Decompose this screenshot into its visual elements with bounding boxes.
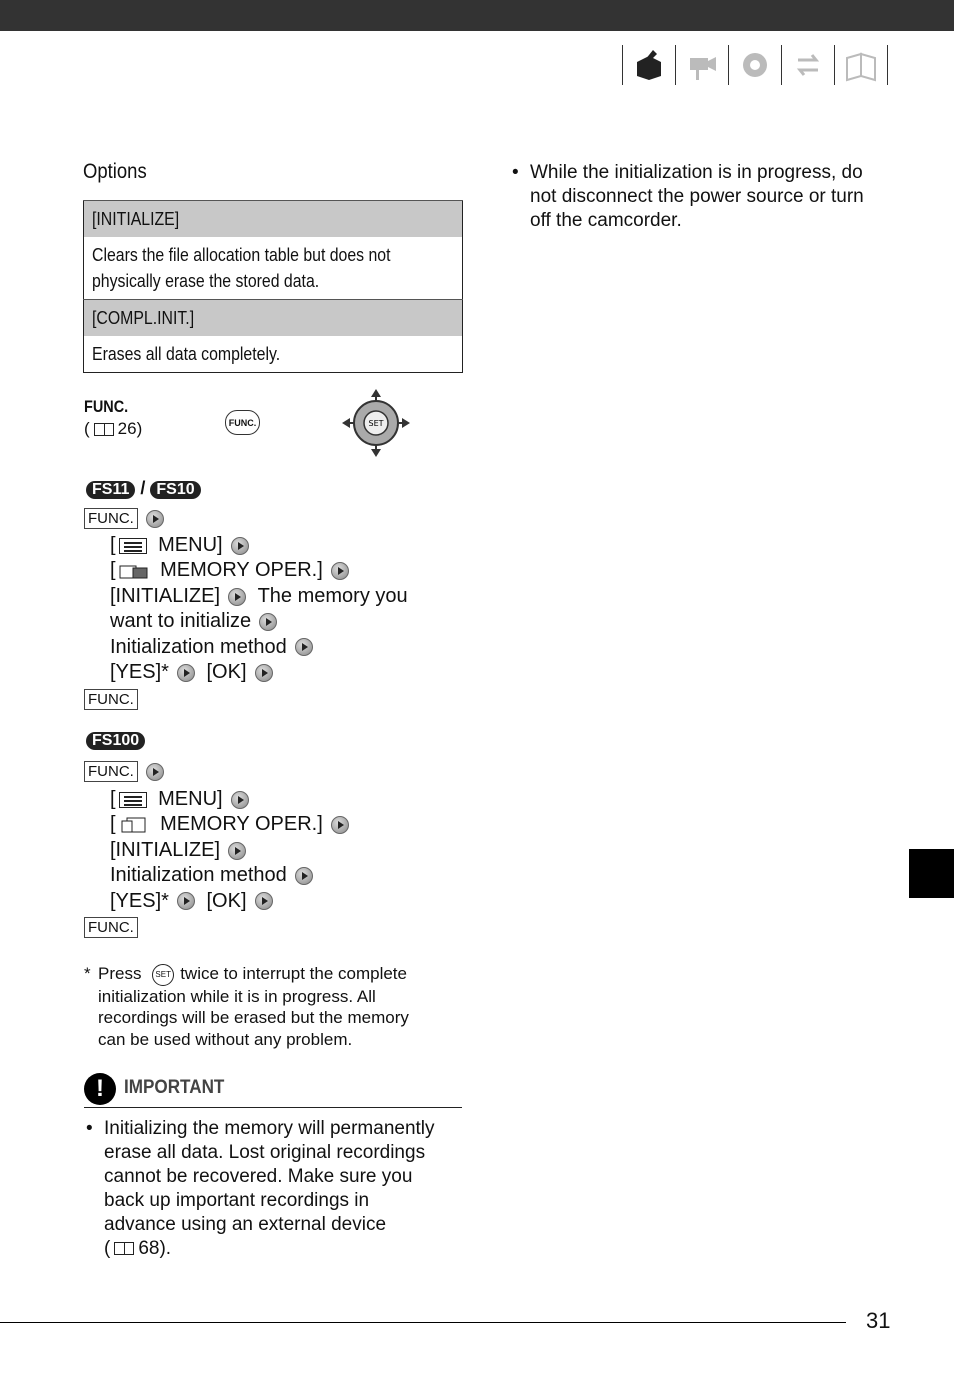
options-table: [83, 200, 463, 373]
arrow-icon: [228, 842, 246, 860]
func-ref-page: 26): [117, 419, 143, 438]
func-box: FUNC.: [84, 689, 138, 710]
step-line: [110, 635, 408, 660]
func-step-start: [84, 508, 164, 529]
memory-icon: [119, 817, 149, 833]
footer-rule: [0, 1322, 846, 1323]
option-desc: physically erase the stored data.: [92, 271, 320, 291]
important-bullet: [86, 1117, 466, 1261]
func-page-ref: [84, 419, 142, 439]
model-badges-b: [86, 732, 145, 750]
bullet-dot: •: [86, 1118, 93, 1139]
page-number: 31: [866, 1308, 891, 1333]
bullet-line: Initializing the memory will permanently: [104, 1118, 435, 1139]
step-text: MEMORY OPER.]: [154, 813, 323, 836]
options-row-desc: [84, 336, 463, 373]
step-text: [OK]: [206, 889, 247, 912]
model-badge: FS100: [86, 732, 145, 750]
arrow-icon: [231, 791, 249, 809]
step-text: MENU]: [152, 788, 223, 810]
menu-icon: [119, 792, 147, 808]
step-text: [INITIALIZE]: [110, 838, 221, 861]
top-bar: [0, 0, 954, 31]
footnote-line: [98, 963, 464, 986]
important-header: [84, 1073, 462, 1108]
arrow-icon: [331, 816, 349, 834]
ref-open: (: [104, 1238, 111, 1259]
memory-card-icon: [119, 563, 149, 579]
step-line: [110, 863, 349, 888]
steps-a: [110, 533, 408, 685]
menu-icon: [119, 538, 147, 554]
func-step-start: [84, 761, 164, 782]
func-box: FUNC.: [84, 508, 138, 529]
arrow-icon: [259, 613, 277, 631]
arrow-icon: [255, 664, 273, 682]
arrow-icon: [177, 664, 195, 682]
step-text: [: [110, 534, 116, 556]
arrow-icon: [146, 763, 164, 781]
footnote-star: *: [84, 964, 91, 983]
step-text: [YES]*: [110, 661, 169, 684]
func-ref-open: (: [84, 419, 90, 438]
footnote-line: can be used without any problem.: [98, 1029, 353, 1049]
step-text: [YES]*: [110, 889, 169, 912]
step-line: [110, 838, 349, 863]
model-badges-a: [86, 478, 201, 499]
option-desc: Erases all data completely.: [92, 344, 281, 364]
option-name: [INITIALIZE]: [92, 209, 180, 229]
func-button-illustration: FUNC.: [225, 410, 260, 435]
footnote-line: initialization while it is in progress. All: [98, 986, 376, 1006]
arrow-icon: [295, 638, 313, 656]
step-text: [: [110, 559, 116, 582]
step-text: Initialization method: [110, 864, 287, 887]
set-button-icon: SET: [152, 964, 174, 986]
book-icon: [834, 45, 888, 85]
book-ref-icon: [94, 423, 114, 436]
model-separator: /: [140, 478, 146, 498]
bullet-line: advance using an external device: [104, 1214, 387, 1235]
option-name: [COMPL.INIT.]: [92, 308, 195, 328]
camcorder-basics-icon: [622, 45, 675, 85]
model-badge: FS10: [150, 481, 200, 499]
func-step-end: [84, 689, 138, 710]
video-camera-icon: [675, 45, 728, 85]
ref-page: 68).: [138, 1238, 172, 1259]
footnote-text: twice to interrupt the complete: [180, 964, 407, 983]
arrow-icon: [177, 892, 195, 910]
step-text: [: [110, 813, 116, 836]
step-text: The memory you: [257, 584, 408, 607]
step-text: want to initialize: [110, 610, 252, 633]
bullet-line: not disconnect the power source or turn: [530, 186, 864, 207]
step-line: [110, 787, 349, 812]
joystick-icon: [340, 387, 412, 459]
bullet-dot: •: [512, 162, 519, 183]
arrow-icon: [146, 510, 164, 528]
footnote: [84, 963, 464, 1050]
arrow-icon: [295, 867, 313, 885]
book-ref-icon: [114, 1242, 134, 1255]
bullet-line: off the camcorder.: [530, 210, 682, 231]
bullet-line: cannot be recovered. Make sure you: [104, 1166, 413, 1187]
arrow-icon: [331, 562, 349, 580]
photo-icon: [728, 45, 781, 85]
func-box: FUNC.: [84, 917, 138, 938]
step-text: [OK]: [206, 661, 247, 684]
transfer-icon: [781, 45, 834, 85]
options-row-head: [84, 201, 463, 238]
svg-text:SET: SET: [368, 419, 384, 428]
step-text: MENU]: [152, 534, 223, 556]
step-line: [110, 584, 408, 609]
bullet-line: back up important recordings in: [104, 1190, 370, 1211]
options-row-desc: [84, 237, 463, 300]
step-text: Initialization method: [110, 635, 287, 658]
important-title: IMPORTANT: [124, 1077, 225, 1098]
step-text: [INITIALIZE]: [110, 584, 221, 607]
func-box: FUNC.: [84, 761, 138, 782]
arrow-icon: [255, 892, 273, 910]
arrow-icon: [228, 588, 246, 606]
step-line: [110, 558, 408, 583]
right-bullet: [512, 161, 902, 233]
section-tabs: [622, 45, 888, 85]
step-line: [110, 889, 349, 914]
options-title: Options: [83, 160, 147, 183]
steps-b: [110, 787, 349, 914]
important-icon: !: [84, 1073, 116, 1105]
step-line: [110, 609, 408, 634]
option-desc: Clears the file allocation table but does not: [92, 245, 391, 265]
step-line: [110, 660, 408, 685]
step-line: [110, 533, 408, 558]
arrow-icon: [231, 537, 249, 555]
func-label: FUNC.: [84, 397, 129, 416]
step-text: MEMORY OPER.]: [154, 559, 323, 582]
bullet-line: erase all data. Lost original recordings: [104, 1142, 426, 1163]
footnote-line: recordings will be erased but the memory: [98, 1008, 409, 1028]
footnote-text: Press: [98, 964, 142, 983]
step-text: [: [110, 788, 116, 810]
step-line: [110, 812, 349, 837]
options-row-head: [84, 300, 463, 337]
model-badge: FS11: [86, 481, 135, 499]
bullet-line: While the initialization is in progress, do: [530, 162, 863, 183]
func-step-end: [84, 917, 138, 938]
bullet-line: [104, 1237, 466, 1261]
chapter-tab: [909, 849, 954, 898]
